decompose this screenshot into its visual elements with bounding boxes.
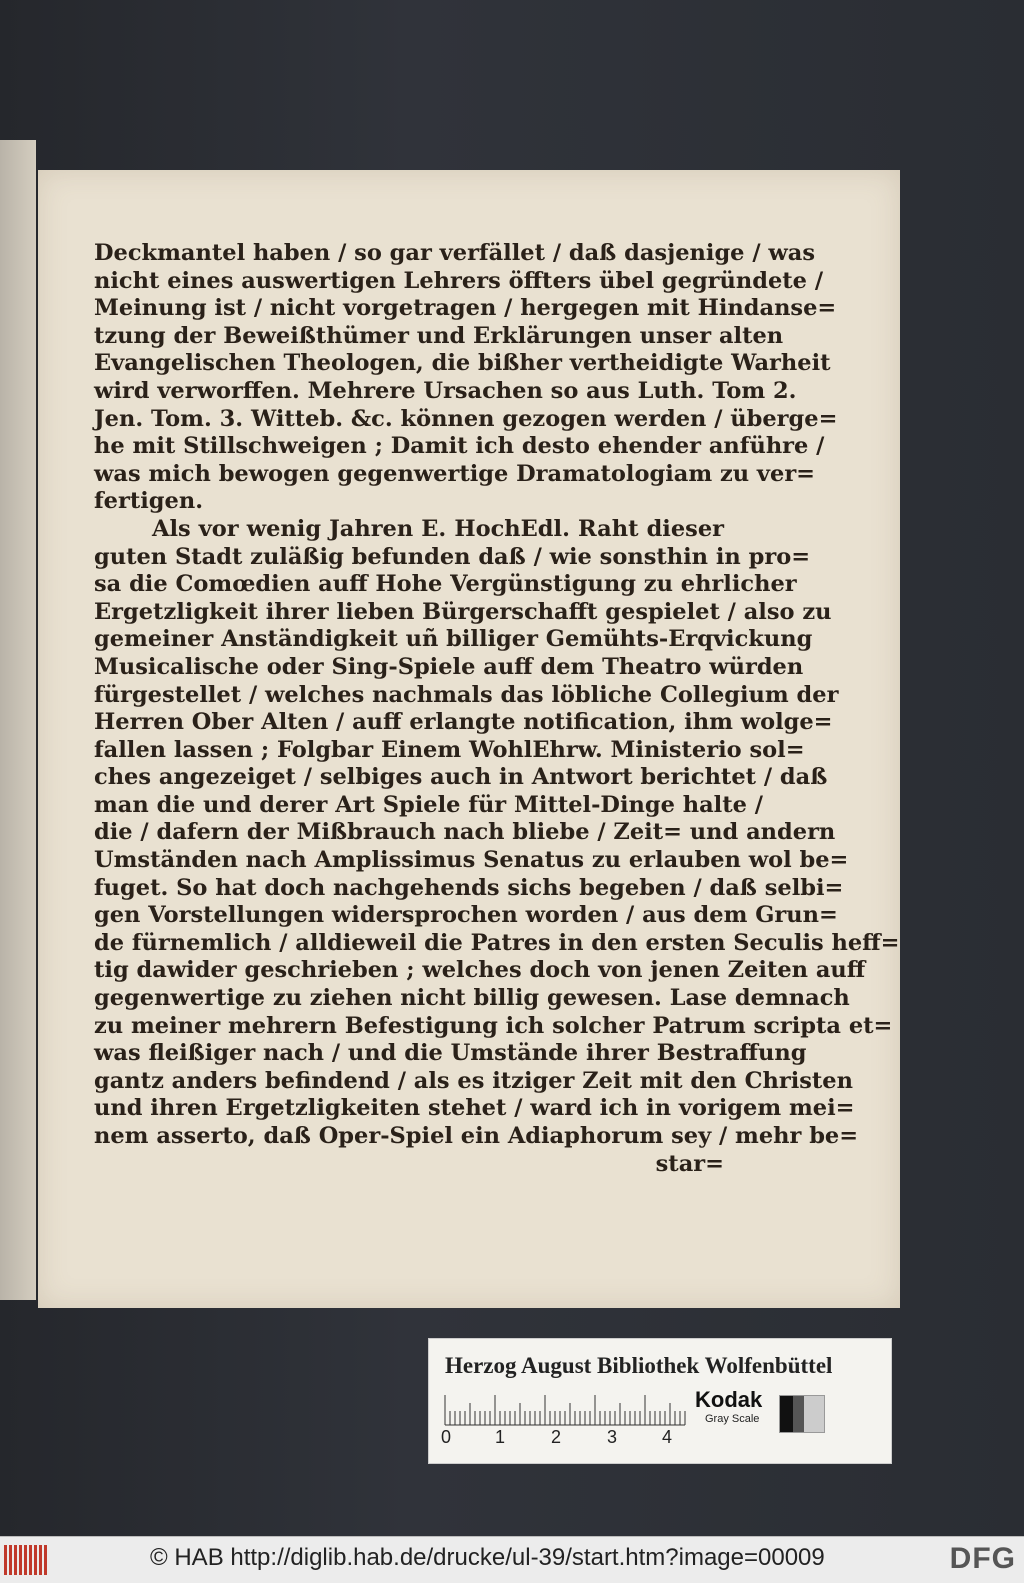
text-line: he mit Stillschweigen ; Damit ich desto ehender anführe / <box>94 433 825 460</box>
text-line: fürgestellet / welches nachmals das löbliche Collegium der <box>94 681 839 708</box>
text-line: was fleißiger nach / und die Umstände ihrer Bestraffung <box>94 1040 807 1067</box>
text-line: de fürnemlich / alldieweil die Patres in den ersten Seculis heff= <box>94 929 900 956</box>
page-text-block <box>94 240 900 1178</box>
dfg-logo: DFG <box>949 1542 1016 1575</box>
ruler-number: 0 <box>441 1427 452 1447</box>
ruler-number: 2 <box>551 1427 562 1447</box>
text-line: Herren Ober Alten / auff erlangte notification, ihm wolge= <box>94 709 833 736</box>
library-label-card <box>428 1338 892 1464</box>
text-line: Musicalische oder Sing-Spiele auff dem Theatro würden <box>94 653 804 680</box>
text-line: gantz anders befindend / als es itziger Zeit mit den Christen <box>94 1067 853 1094</box>
text-line: man die und derer Art Spiele für Mittel-Dinge halte / <box>94 791 763 818</box>
text-line: die / dafern der Mißbrauch nach bliebe / Zeit= und andern <box>94 819 836 846</box>
ruler-number: 1 <box>495 1427 506 1447</box>
copyright-link[interactable]: © HAB http://diglib.hab.de/drucke/ul-39/start.htm?image=00009 <box>150 1544 825 1571</box>
text-line: gemeiner Anständigkeit uñ billiger Gemühts-Erqvickung <box>94 626 813 653</box>
text-line: sa die Comœdien auff Hohe Vergünstigung zu ehrlicher <box>94 571 797 598</box>
text-line: nem asserto, daß Oper-Spiel ein Adiaphorum sey / mehr be= <box>94 1123 859 1149</box>
ruler-number: 3 <box>607 1427 618 1447</box>
text-line: und ihren Ergetzligkeiten stehet / ward ich in vorigem mei= <box>94 1095 855 1122</box>
text-line: fuget. So hat doch nachgehends sichs begeben / daß selbi= <box>94 874 844 901</box>
text-line: gegenwertige zu ziehen nicht billig gewesen. Lase demnach <box>94 985 850 1012</box>
footer-bar <box>0 1536 1024 1583</box>
gray-scale-swatch-icon <box>779 1395 825 1433</box>
gray-scale-label: Gray Scale <box>705 1413 760 1425</box>
text-line: Jen. Tom. 3. Witteb. &c. können gezogen werden / überge= <box>94 405 838 432</box>
text-line: wird verworffen. Mehrere Ursachen so aus Luth. Tom 2. <box>94 377 797 404</box>
kodak-logo: Kodak <box>695 1387 763 1412</box>
text-line: Meinung ist / nicht vorgetragen / hergegen mit Hindanse= <box>94 295 837 322</box>
text-line: ches angezeiget / selbiges auch in Antwort berichtet / daß <box>94 764 828 791</box>
text-line: Deckmantel haben / so gar verfället / daß dasjenige / was <box>94 240 815 266</box>
text-line: Als vor wenig Jahren E. HochEdl. Raht dieser <box>152 515 724 542</box>
text-line: tzung der Beweißthümer und Erklärungen unser alten <box>94 322 784 349</box>
text-line: fallen lassen ; Folgbar Einem WohlEhrw. Ministerio sol= <box>94 736 805 763</box>
text-line: star= <box>655 1150 724 1177</box>
library-name: Herzog August Bibliothek Wolfenbüttel <box>445 1353 833 1378</box>
ruler-number: 4 <box>662 1427 673 1447</box>
text-line: Evangelischen Theologen, die bißher vertheidigte Warheit <box>94 350 831 377</box>
text-line: was mich bewogen gegenwertige Dramatologiam zu ver= <box>94 460 816 487</box>
text-line: Umständen nach Amplissimus Senatus zu erlauben wol be= <box>94 847 849 874</box>
text-line: gen Vorstellungen widersprochen worden / aus dem Grun= <box>94 902 838 929</box>
adjacent-page-edge <box>0 140 36 1300</box>
ruler-scale <box>445 1391 695 1431</box>
text-line: Ergetzligkeit ihrer lieben Bürgerschafft gespielet / also zu <box>94 598 832 625</box>
text-line: zu meiner mehrern Befestigung ich solcher Patrum scripta et= <box>94 1012 893 1039</box>
text-line: guten Stadt zuläßig befunden daß / wie sonsthin in pro= <box>94 543 811 570</box>
text-line: fertigen. <box>94 488 204 515</box>
barcode-icon <box>4 1545 48 1575</box>
text-line: tig dawider geschrieben ; welches doch von jenen Zeiten auff <box>94 957 866 984</box>
text-line: nicht eines auswertigen Lehrers öffters übel gegründete / <box>94 267 824 294</box>
